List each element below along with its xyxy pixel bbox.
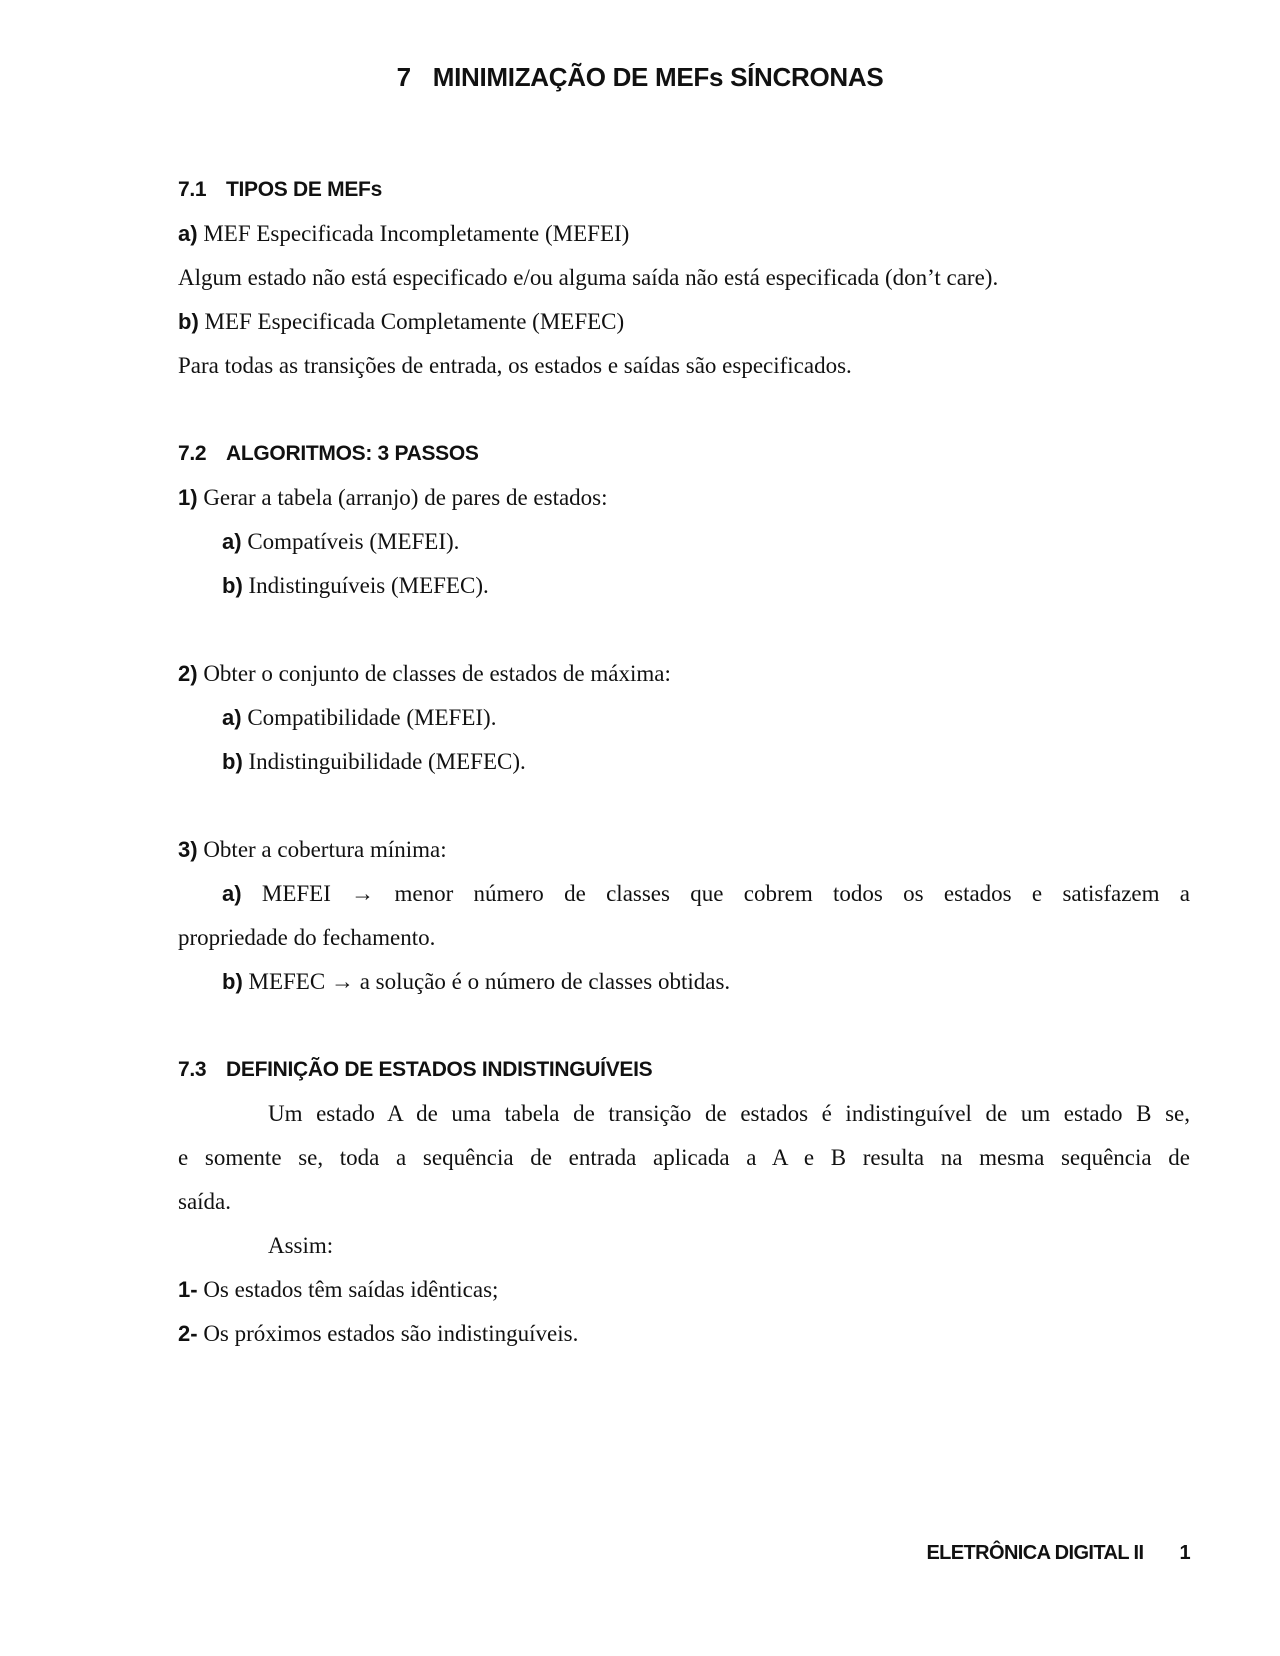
item-label: 2- [178, 1321, 198, 1346]
section-number: 7.3 [178, 1058, 207, 1081]
sub-label: a) [222, 705, 242, 730]
section-heading-7-3 [178, 1048, 1190, 1092]
list-item [178, 212, 1190, 256]
step-label: 1) [178, 485, 198, 510]
paragraph-line: e somente se, toda a sequência de entrada aplicada a A e B resulta na mesma sequência de [178, 1145, 1190, 1170]
page-title [0, 62, 1280, 93]
sub-item [178, 872, 1190, 916]
sub-label: b) [222, 969, 243, 994]
list-item [178, 300, 1190, 344]
step-text: Gerar a tabela (arranjo) de pares de estados: [203, 485, 608, 510]
paragraph-line: Um estado A de uma tabela de transição de estados é indistinguível de um estado B se, [268, 1101, 1190, 1126]
step-item [178, 476, 1190, 520]
step-item [178, 828, 1190, 872]
sub-text: Indistinguíveis (MEFEC). [248, 573, 489, 598]
sub-item [178, 520, 1190, 564]
item-text: Os estados têm saídas idênticas; [203, 1277, 499, 1302]
sub-text: Compatíveis (MEFEI). [247, 529, 460, 554]
step-item [178, 652, 1190, 696]
sub-text-continuation: propriedade do fechamento. [178, 925, 436, 950]
sub-item [178, 740, 1190, 784]
section-number: 7.2 [178, 442, 207, 465]
sub-text: Compatibilidade (MEFEI). [247, 705, 497, 730]
sub-label: a) [222, 881, 242, 906]
title-number: 7 [396, 62, 411, 92]
item-text: MEF Especificada Completamente (MEFEC) [204, 309, 625, 334]
paragraph-line: saída. [178, 1189, 232, 1214]
sub-text: Indistinguibilidade (MEFEC). [248, 749, 526, 774]
document-body [178, 168, 1190, 1356]
list-item [178, 1268, 1190, 1312]
sub-item [178, 564, 1190, 608]
section-number: 7.1 [178, 178, 207, 201]
step-text: Obter o conjunto de classes de estados de máxima: [203, 661, 671, 686]
item-label: 1- [178, 1277, 198, 1302]
sub-label: a) [222, 529, 242, 554]
paragraph-line: Assim: [268, 1233, 334, 1258]
page-footer [926, 1542, 1190, 1565]
sub-label: b) [222, 573, 243, 598]
item-text: MEF Especificada Incompletamente (MEFEI) [203, 221, 630, 246]
item-text: Os próximos estados são indistinguíveis. [203, 1321, 579, 1346]
step-label: 2) [178, 661, 198, 686]
paragraph: Para todas as transições de entrada, os estados e saídas são especificados. [178, 353, 852, 378]
sub-item [178, 960, 1190, 1004]
section-title: TIPOS DE MEFs [226, 178, 382, 201]
title-text: MINIMIZAÇÃO DE MEFs SÍNCRONAS [432, 62, 884, 92]
footer-course: ELETRÔNICA DIGITAL II [926, 1542, 1144, 1564]
item-label: b) [178, 309, 199, 334]
list-item [178, 1312, 1190, 1356]
sub-label: b) [222, 749, 243, 774]
sub-text: MEFEI → menor número de classes que cobrem todos os estados e satisfazem a [261, 881, 1191, 906]
paragraph: Algum estado não está especificado e/ou alguma saída não está especificada (don’t care). [178, 265, 999, 290]
sub-item [178, 696, 1190, 740]
section-heading-7-1 [178, 168, 1190, 212]
step-text: Obter a cobertura mínima: [203, 837, 447, 862]
section-title: DEFINIÇÃO DE ESTADOS INDISTINGUÍVEIS [226, 1058, 653, 1081]
section-title: ALGORITMOS: 3 PASSOS [226, 442, 479, 465]
sub-text: MEFEC → a solução é o número de classes obtidas. [248, 969, 731, 994]
step-label: 3) [178, 837, 198, 862]
section-heading-7-2 [178, 432, 1190, 476]
item-label: a) [178, 221, 198, 246]
page-number: 1 [1179, 1542, 1190, 1564]
